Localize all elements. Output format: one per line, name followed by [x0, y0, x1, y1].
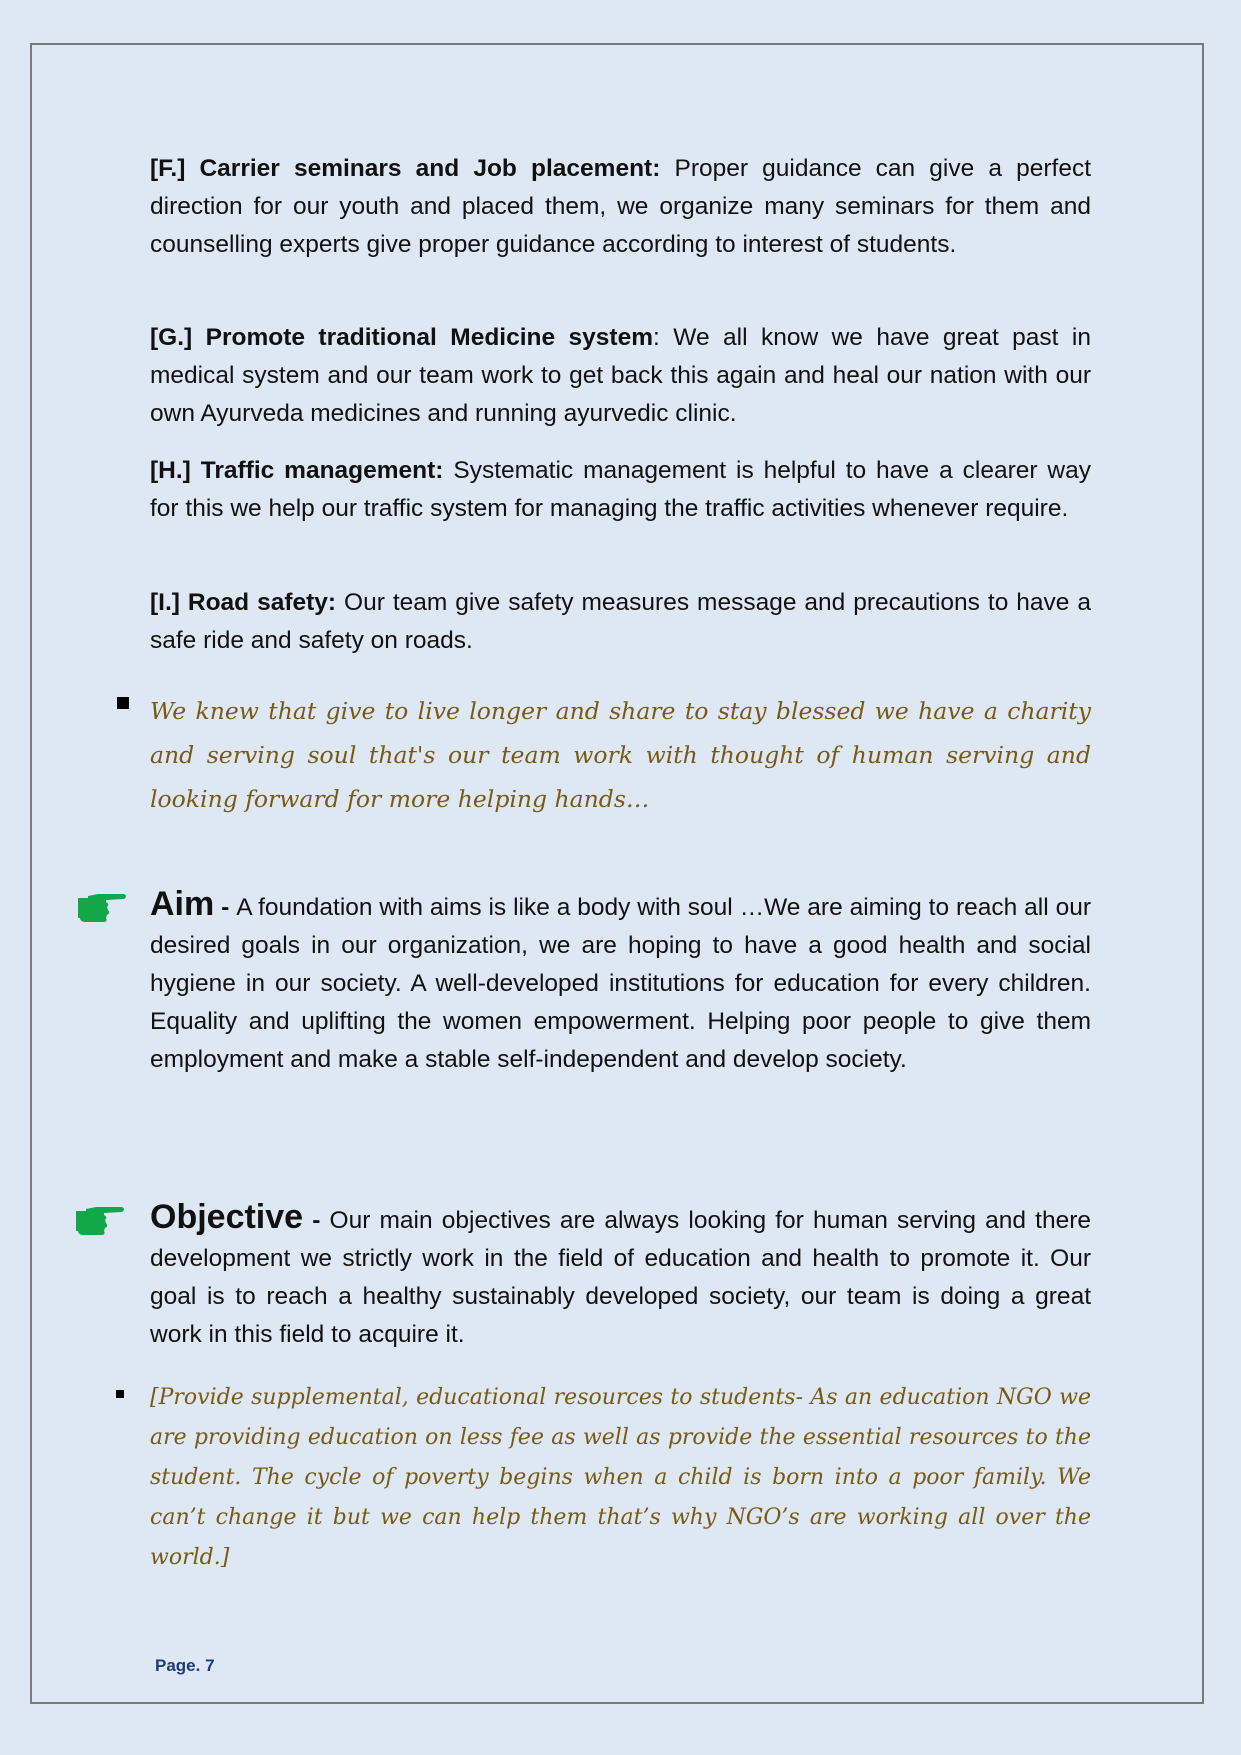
item-f-label: [F.] Carrier seminars and Job placement:	[150, 155, 661, 182]
aim-text: A foundation with aims is like a body with soul …We are aiming to reach all our desired goals in our organization, we are hoping to have a good health and social hygiene in our society. A well-developed institutions for education for every children. Equality and uplifting the women empowerment. Helping poor people to give them employment and make a stable self-independent and develop society.	[150, 894, 1091, 1073]
item-f	[150, 150, 1091, 264]
objective-paragraph	[150, 1198, 1091, 1354]
objective-text: Our main objectives are always looking for human serving and there development we strictly work in the field of education and health to promote it. Our goal is to reach a healthy sustainably developed society, our team is doing a great work in this field to acquire it.	[150, 1207, 1091, 1348]
aim-heading: Aim	[150, 885, 215, 923]
pointing-hand-icon	[74, 1201, 126, 1237]
aim-paragraph	[150, 885, 1091, 1079]
pointing-hand-icon	[76, 888, 128, 924]
objective-dash: -	[303, 1207, 330, 1234]
item-h	[150, 452, 1091, 528]
aim-dash: -	[214, 894, 237, 921]
square-bullet-icon	[116, 1390, 124, 1398]
objective-heading: Objective	[150, 1198, 304, 1236]
item-h-label: [H.] Traffic management:	[150, 457, 444, 484]
item-g-label: [G.] Promote traditional Medicine system	[150, 324, 654, 351]
item-i	[150, 584, 1091, 660]
item-i-text: Our team give safety measures message and precautions to have a safe ride and safety on roads.	[150, 589, 1092, 654]
square-bullet-icon	[117, 697, 129, 709]
item-h-text: Systematic management is helpful to have a clearer way for this we help our traffic system for managing the traffic activities whenever require.	[150, 457, 1091, 522]
item-g	[150, 319, 1091, 433]
item-g-text: : We all know we have great past in medical system and our team work to get back this again and heal our nation with our own Ayurveda medicines and running ayurvedic clinic.	[150, 324, 1091, 427]
item-i-label: [I.] Road safety:	[150, 589, 337, 616]
item-f-text: Proper guidance can give a perfect direction for our youth and placed them, we organize many seminars for them and counselling experts give proper guidance according to interest of students.	[150, 155, 1091, 258]
quote-charity: We knew that give to live longer and share to stay blessed we have a charity and serving soul that's our team work with thought of human serving and looking forward for more helping hands…	[150, 697, 1091, 813]
page-number: Page. 7	[155, 1656, 215, 1675]
quote-resources: [Provide supplemental, educational resources to students- As an education NGO we are providing education on less fee as well as provide the essential resources to the student. The cycle of poverty begins when a child is born into a poor family. We can’t change it but we can help them that’s why NGO’s are working all over the world.]	[150, 1385, 1091, 1570]
